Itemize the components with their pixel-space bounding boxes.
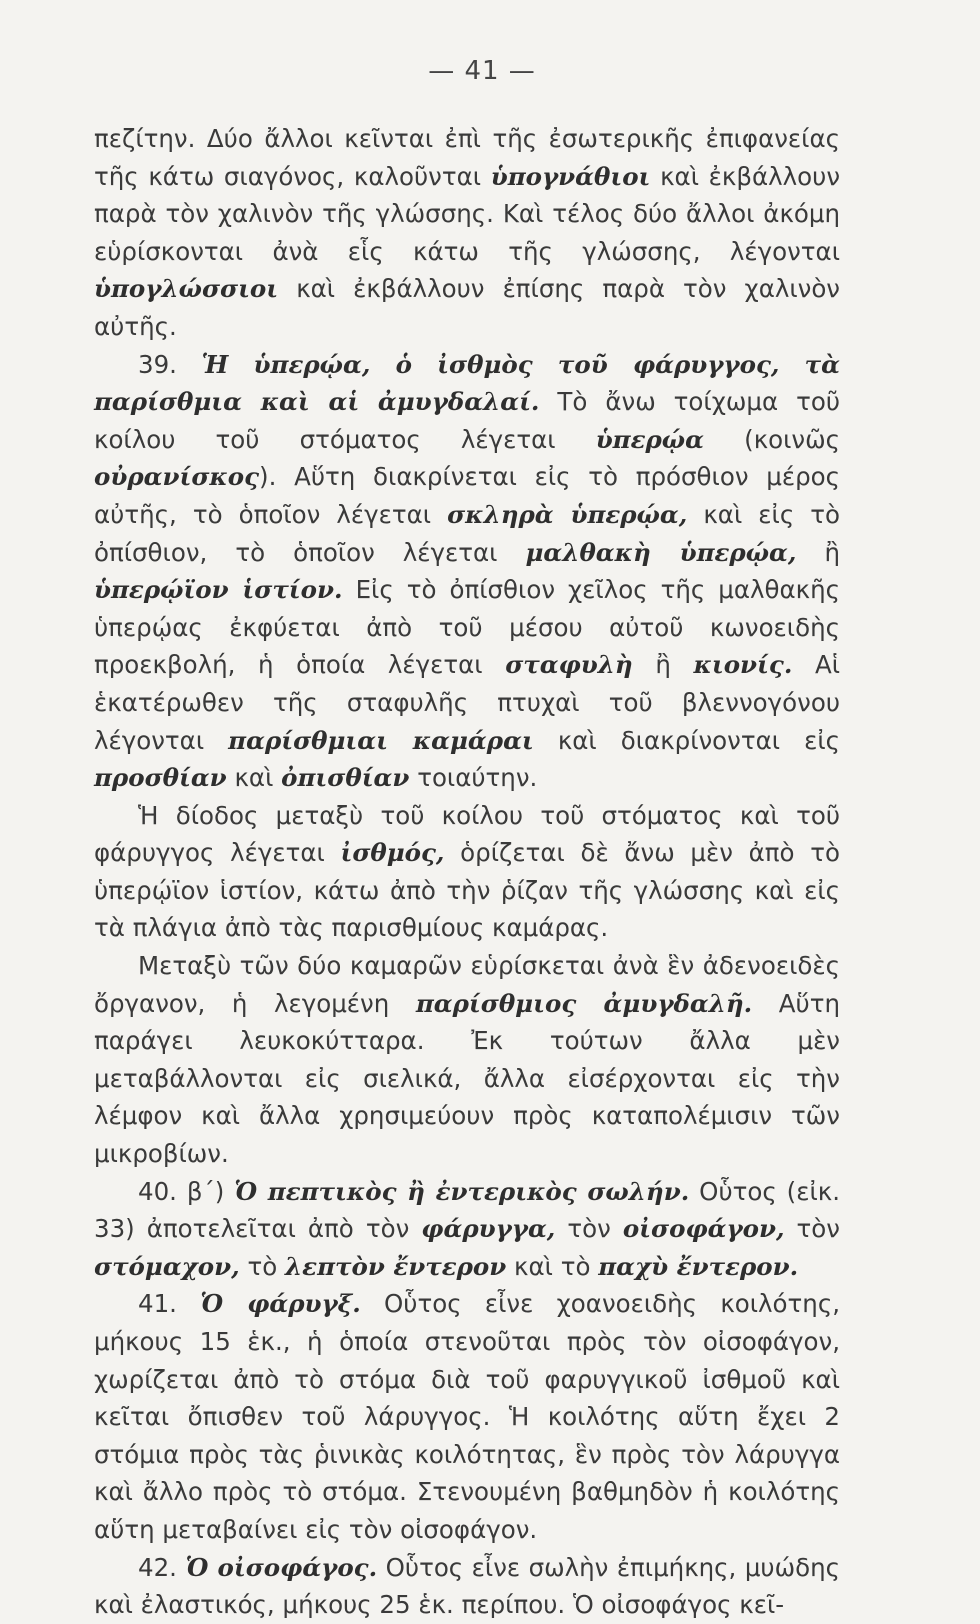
emphasized-term: Ὁ οἰσοφάγος. <box>185 1552 378 1582</box>
paragraph <box>94 346 840 797</box>
emphasized-term: ὑπογλώσσιοι <box>94 274 279 304</box>
emphasized-term: φάρυγγα, <box>421 1214 556 1244</box>
text-run: 41. <box>138 1289 201 1319</box>
text-run: τὸ <box>239 1251 285 1281</box>
text-run: (κοινῶς <box>704 424 841 454</box>
text-run: Οὗτος εἶνε σωλὴν ἐπιμήκης, μυώδης καὶ ἐλαστικός, μήκους 25 ἑκ. περίπου. Ὁ οἰσοφάγος κεῖ- <box>94 1552 840 1620</box>
text-run: 40. β΄) <box>138 1176 235 1206</box>
emphasized-term: προσθίαν <box>94 763 227 793</box>
text-run: Μεταξὺ τῶν δύο καμαρῶν εὑρίσκεται ἀνὰ ἓν ἀδενοειδὲς ὄργανον, ἡ λεγομένη <box>94 951 840 1018</box>
text-run: πεζίτην. Δύο ἄλλοι κεῖνται ἐπὶ τῆς ἐσωτερικῆς ἐπιφανείας τῆς κάτω σιαγόνος, καλοῦνται <box>94 124 840 191</box>
paragraph <box>94 1173 840 1286</box>
text-run: Αὕτη παράγει λευκοκύτταρα. Ἐκ τούτων ἄλλα μὲν μεταβάλλονται εἰς σιελικά, ἄλλα εἰσέρχονται εἰς τὴν λέμφον καὶ ἄλλα χρησιμεύουν πρὸς καταπολέμισιν τῶν μικροβίων. <box>94 988 840 1169</box>
emphasized-term: ἰσθμός, <box>340 838 445 868</box>
text-run: Εἰς τὸ ὀπίσθιον χεῖλος τῆς μαλθακῆς ὑπερῴας ἐκφύεται ἀπὸ τοῦ μέσου αὐτοῦ κωνοειδὴς προεκβολή, ἡ ὁποία λέγεται <box>94 575 841 680</box>
text-run: Οὗτος εἶνε χοανοειδὴς κοιλότης, μήκους 15 ἑκ., ἡ ὁποία στενοῦται πρὸς τὸν οἰσοφάγον, χωρίζεται ἀπὸ τὸ στόμα διὰ τοῦ φαρυγγικοῦ ἰσθμοῦ καὶ κεῖται ὄπισθεν τοῦ λάρυγγος. Ἡ κοιλότης αὕτη ἔχει 2 στόμια πρὸς τὰς ῥινικὰς κοιλότητας, ἓν πρὸς τὸν λάρυγγα καὶ ἄλλο πρὸς τὸ στόμα. Στενουμένη βαθμηδὸν ἡ κοιλότης αὕτη μεταβαίνει εἰς τὸν οἰσοφάγον. <box>94 1289 840 1544</box>
text-run: 42. <box>138 1552 186 1582</box>
emphasized-term: ὑπερῴϊον ἱστίον. <box>94 575 343 605</box>
text-run: τοιαύτην. <box>409 763 538 793</box>
text-run: καὶ εἰς τὸ ὀπίσθιον, τὸ ὁποῖον λέγεται <box>94 499 840 567</box>
emphasized-term: ὑπογνάθιοι <box>490 161 651 191</box>
emphasized-term: ὑπερῴα <box>595 424 704 454</box>
paragraph <box>94 120 840 346</box>
paragraph <box>94 1285 840 1548</box>
emphasized-term: παρίσθμιαι καμάραι <box>228 725 534 755</box>
emphasized-term: Ὁ πεπτικὸς ἢ ἐντερικὸς σωλήν. <box>234 1176 690 1206</box>
emphasized-term: Ὁ φάρυγξ. <box>200 1289 361 1319</box>
emphasized-term: σταφυλὴ <box>505 650 633 680</box>
text-run: καὶ <box>226 763 282 793</box>
emphasized-term: οὐρανίσκος <box>94 462 260 492</box>
emphasized-term: παρίσθμιος ἀμυγδαλῆ. <box>415 988 753 1018</box>
emphasized-term: μαλθακὴ ὑπερῴα, <box>525 537 797 567</box>
emphasized-term: παχὺ ἔντερον. <box>598 1251 799 1281</box>
text-run: καὶ ἐκβάλλουν παρὰ τὸν χαλινὸν τῆς γλώσσης. Καὶ τέλος δύο ἄλλοι ἀκόμη εὑρίσκονται ἀνὰ εἷς κάτω τῆς γλώσσης, λέγονται <box>94 161 841 266</box>
text-run: ὁρίζεται δὲ ἄνω μὲν ἀπὸ τὸ ὑπερῴϊον ἱστίον, κάτω ἀπὸ τὴν ῥίζαν τῆς γλώσσης καὶ εἰς τὰ πλάγια ἀπὸ τὰς παρισθμίους καμάρας. <box>94 838 840 943</box>
text-run: Οὗτος (εἰκ. 33) ἀποτελεῖται ἀπὸ τὸν <box>94 1176 840 1244</box>
text-run: ἢ <box>796 537 840 567</box>
text-run: τὸν <box>555 1214 623 1244</box>
emphasized-term: Ἡ ὑπερῴα, ὁ ἰσθμὸς τοῦ φάρυγγος, τὰ παρίσθμια καὶ αἱ ἀμυγδαλαί. <box>94 349 840 417</box>
text-run: Τὸ ἄνω τοίχωμα τοῦ κοίλου τοῦ στόματος λέγεται <box>94 387 841 454</box>
text-run: 39. <box>138 349 202 379</box>
emphasized-term: οἰσοφάγον, <box>622 1214 785 1244</box>
body-text <box>94 120 840 1624</box>
paragraph <box>94 1549 840 1624</box>
paragraph <box>94 797 840 947</box>
text-run: καὶ τὸ <box>506 1251 599 1281</box>
paragraph <box>94 947 840 1173</box>
text-run: τὸν <box>784 1214 840 1244</box>
emphasized-term: ὀπισθίαν <box>281 763 410 793</box>
text-run: Ἡ δίοδος μεταξὺ τοῦ κοίλου τοῦ στόματος καὶ τοῦ φάρυγγος λέγεται <box>94 800 840 868</box>
text-run: Αἱ ἑκατέρωθεν τῆς σταφυλῆς πτυχαὶ τοῦ βλεννογόνου λέγονται <box>94 650 841 755</box>
text-run: ). Αὕτη διακρίνεται εἰς τὸ πρόσθιον μέρος αὐτῆς, τὸ ὁποῖον λέγεται <box>94 462 840 529</box>
emphasized-term: λεπτὸν ἔντερον <box>285 1251 507 1281</box>
text-run: καὶ ἐκβάλλουν ἐπίσης παρὰ τὸν χαλινὸν αὐτῆς. <box>94 274 840 341</box>
page-number: — 41 — <box>428 56 536 86</box>
text-run: ἢ <box>632 650 694 680</box>
emphasized-term: κιονίς. <box>693 650 793 680</box>
text-run: καὶ διακρίνονται εἰς <box>533 725 840 755</box>
emphasized-term: σκληρὰ ὑπερῴα, <box>447 499 688 529</box>
emphasized-term: στόμαχον, <box>94 1251 240 1281</box>
